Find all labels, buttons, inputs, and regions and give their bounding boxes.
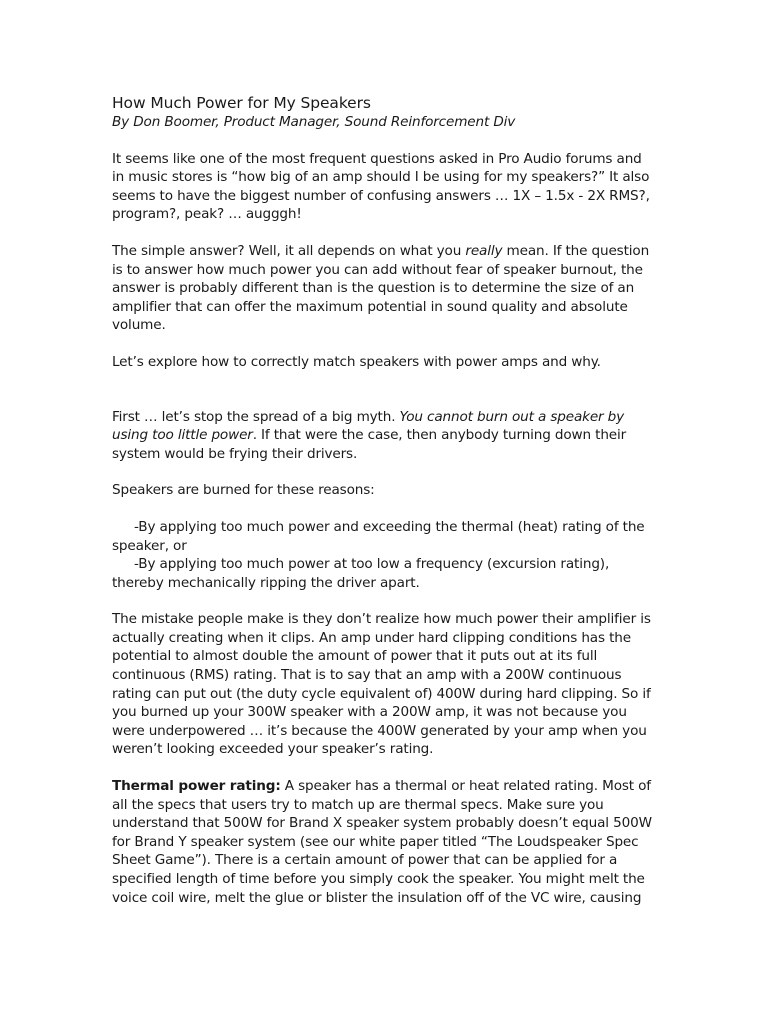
paragraph-reasons: Speakers are burned for these reasons: [112, 482, 375, 499]
list-item: -By applying too much power and exceeding the thermal (heat) rating of the speaker, or [112, 518, 645, 554]
text-run: First … let’s stop the spread of a big myth. [112, 408, 400, 425]
emphasis-text: You cannot burn out a speaker by using too little power [112, 408, 625, 444]
text-run: A speaker has a thermal or heat related rating. Most of all the specs that users try to match up are thermal specs. Make sure you understand that 500W for Brand X speaker system probably doesn’t equal 500W for Brand Y speaker system (see our white paper titled “The Loudspeaker Spec Sheet Game”). There is a certain amount of power that can be applied for a specified length of time before you simply cook the speaker. You might melt the voice coil wire, melt the glue or blister the insulation off of the VC wire, causing [112, 778, 652, 906]
paragraph-myth [112, 408, 652, 464]
list-item: -By applying too much power at too low a frequency (excursion rating), thereby mechanically ripping the driver apart. [112, 556, 610, 591]
reasons-list [112, 518, 652, 592]
document-byline: By Don Boomer, Product Manager, Sound Reinforcement Div [112, 114, 516, 130]
text-run: . If that were the case, then anybody turning down their system would be frying their drivers. [112, 427, 627, 462]
emphasis-text: really [465, 242, 503, 259]
paragraph-simple-answer [112, 242, 652, 335]
text-run: mean. If the question is to answer how much power you can add without fear of speaker burnout, the answer is probably different than is the question is to determine the size of an amplifier that can offer the maximum potential in sound quality and absolute volume. [112, 242, 650, 334]
document-body [112, 93, 652, 925]
paragraph-thermal [112, 777, 652, 907]
paragraph-explore: Let’s explore how to correctly match speakers with power amps and why. [112, 353, 601, 370]
document-title: How Much Power for My Speakers [112, 94, 371, 112]
paragraph-intro: It seems like one of the most frequent questions asked in Pro Audio forums and in music stores is “how big of an amp should I be using for my speakers?” It also seems to have the biggest number of confusing answers … 1X – 1.5x - 2X RMS?, program?, peak? … augggh! [112, 150, 650, 223]
text-run: The simple answer? Well, it all depends on what you [112, 242, 466, 259]
paragraph-clipping: The mistake people make is they don’t realize how much power their amplifier is actually creating when it clips. An amp under hard clipping conditions has the potential to almost double the amount of power that it puts out at its full continuous (RMS) rating. That is to say that an amp with a 200W continuous rating can put out (the duty cycle equivalent of) 400W during hard clipping. So if you burned up your 300W speaker with a 200W amp, it was not because you were underpowered … it’s because the 400W generated by your amp when you weren’t looking exceeded your speaker’s rating. [112, 611, 651, 758]
section-heading: Thermal power rating: [112, 778, 281, 795]
